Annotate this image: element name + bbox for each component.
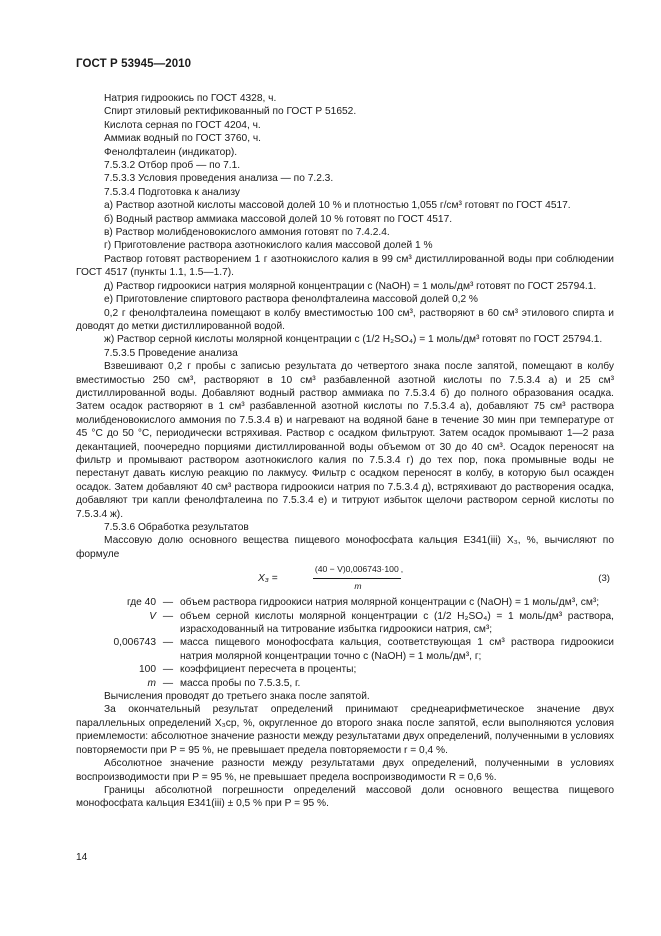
- conclusion-paragraph: Вычисления проводят до третьего знака после запятой.: [104, 691, 370, 703]
- legend-text: масса пробы по 7.5.3.5, г.: [180, 677, 301, 689]
- formula-numerator: (40 − V)0,006743·100: [313, 563, 401, 578]
- legend-key: где 40: [126, 597, 156, 609]
- prep-item-zh: ж) Раствор серной кислоты молярной концентрации c (1/2 H₂SO₄) = 1 моль/дм³ готовят по ГОСТ 25794.1.: [104, 334, 603, 346]
- reagent-line: Спирт этиловый ректификованный по ГОСТ Р 51652.: [104, 106, 357, 118]
- document-header: ГОСТ Р 53945—2010: [76, 58, 192, 70]
- legend-dash: —: [162, 664, 174, 676]
- legend-dash: —: [162, 637, 174, 649]
- formula-3: [76, 563, 614, 593]
- formula-tail: ,: [400, 564, 404, 575]
- legend-key: 100: [139, 664, 156, 676]
- legend-text: масса пищевого монофосфата кальция, соответствующая 1 см³ раствора гидроокиси натрия молярной концентрации точно c (NaOH) = 1 моль/дм³, г;: [180, 637, 614, 662]
- prep-item-e: е) Приготовление спиртового раствора фенолфталеина массовой долей 0,2 %: [104, 294, 478, 306]
- legend-text: объем раствора гидроокиси натрия молярной концентрации c (NaOH) = 1 моль/дм³, см³;: [180, 597, 600, 609]
- conclusion-paragraph: За окончательный результат определений принимают среднеарифметическое значение двух параллельных определений X₃ср, %, округленное до второго знака после запятой, если выполняются условия приемлемости: абсолютное значение разности между результатами двух определений, полученными в условиях повторяемости при P = 95 %, не превышает предела повторяемости r = 0,4 %.: [76, 704, 614, 756]
- page-number: 14: [76, 852, 88, 863]
- procedure-paragraph: Взвешивают 0,2 г пробы с записью результата до четвертого знака после запятой, помещают в колбу вместимостью 250 см³, растворяют в 10 см³ разбавленной азотной кислоты по 7.5.3.4 а) и 25 см³ дистиллированной воды. Добавляют водный раствор аммиака по 7.5.3.4 б) до полного образования осадка. Затем осадок растворяют в 1 см³ разбавленной азотной кислоты по 7.5.3.4 а), добавляют 75 см³ раствора молибденовокислого аммония по 7.5.3.4 в) и нагревают на водяной бане в течение 30 мин при температуре от 45 °С до 50 °С, периодически встряхивая. Раствор с осадком фильтруют. Затем осадок промывают 1—2 раза декантацией, поочередно порциями дистиллированной воды объемом от 30 до 40 см³. Осадок переносят на фильтр и промывают раствором азотнокислого калия по 7.5.3.4 г) до тех пор, пока промывные воды не перестанут давать кислую реакцию по лакмусу. Фильтр с осадком переносят в колбу, в которую был осажден осадок. Затем добавляют 40 см³ раствора гидроокиси натрия по 7.5.3.4 д), встряхивают до растворения осадка, добавляют три капли фенолфталеина по 7.5.3.4 е) и титруют избыток щелочи раствором серной кислоты по 7.5.3.4 ж).: [76, 361, 614, 520]
- prep-item-b: б) Водный раствор аммиака массовой долей 10 % готовят по ГОСТ 4517.: [104, 213, 453, 225]
- legend-dash: —: [162, 610, 174, 622]
- reagent-line: Натрия гидроокись по ГОСТ 4328, ч.: [104, 93, 277, 104]
- legend-row: [76, 663, 614, 676]
- prep-item-g: г) Приготовление раствора азотнокислого калия массовой долей 1 %: [104, 240, 433, 252]
- prep-item-a: а) Раствор азотной кислоты массовой долей 10 % и плотностью 1,055 г/см³ готовят по ГОСТ 4517.: [104, 200, 571, 212]
- reagent-line: Фенолфталеин (индикатор).: [104, 146, 238, 158]
- formula-lhs: X₃ =: [258, 573, 278, 585]
- legend-dash: —: [162, 677, 174, 689]
- section-7-5-3-4: 7.5.3.4 Подготовка к анализу: [104, 186, 240, 198]
- conclusion-paragraph: Границы абсолютной погрешности определений массовой доли основного вещества пищевого монофосфата кальция Е341(iii) ± 0,5 % при P = 95 %.: [76, 784, 614, 810]
- section-7-5-3-6: 7.5.3.6 Обработка результатов: [104, 522, 249, 533]
- legend-row: [76, 636, 614, 663]
- legend-row: [76, 610, 614, 637]
- reagent-line: Аммиак водный по ГОСТ 3760, ч.: [104, 133, 262, 145]
- legend-key: m: [147, 677, 156, 689]
- reagent-line: Кислота серная по ГОСТ 4204, ч.: [104, 119, 261, 131]
- formula-denominator: m: [354, 580, 362, 591]
- conclusion-paragraph: Абсолютное значение разности между результатами двух определений, полученными в условиях воспроизводимости при P = 95 %, не превышает предела воспроизводимости R = 0,6 %.: [76, 758, 614, 783]
- prep-item-g-text: Раствор готовят растворением 1 г азотнокислого калия в 99 см³ дистиллированной воды при соблюдении ГОСТ 4517 (пункты 1.1, 1.5—1.7).: [76, 253, 614, 279]
- section-7-5-3-2: 7.5.3.2 Отбор проб — по 7.1.: [104, 160, 241, 172]
- legend-text: объем серной кислоты молярной концентрации c (1/2 H₂SO₄) = 1 моль/дм³ раствора, израсходованный на титрование избытка гидроокиси натрия, см³;: [180, 610, 614, 636]
- legend-row: [76, 596, 614, 609]
- document-body: [76, 92, 614, 811]
- prep-item-v: в) Раствор молибденовокислого аммония готовят по 7.4.2.4.: [104, 227, 390, 239]
- legend-text: коэффициент пересчета в проценты;: [180, 664, 357, 676]
- section-7-5-3-5: 7.5.3.5 Проведение анализа: [104, 347, 238, 359]
- legend-key: 0,006743: [113, 637, 156, 649]
- formula-intro: Массовую долю основного вещества пищевого монофосфата кальция Е341(iii) X₃, %, вычисляют по формуле: [76, 535, 614, 560]
- section-7-5-3-3: 7.5.3.3 Условия проведения анализа — по 7.2.3.: [104, 173, 334, 185]
- formula-fraction: [286, 563, 430, 593]
- legend-key: V: [149, 610, 156, 622]
- prep-item-e-text: 0,2 г фенолфталеина помещают в колбу вместимостью 100 см³, растворяют в 60 см³ этилового спирта и доводят до метки дистиллированной водой.: [76, 307, 614, 332]
- prep-item-d: д) Раствор гидроокиси натрия молярной концентрации c (NaOH) = 1 моль/дм³ готовят по ГОСТ 25794.1.: [104, 280, 597, 292]
- formula-number: (3): [598, 573, 610, 585]
- legend-row: [76, 677, 614, 690]
- legend-dash: —: [162, 597, 174, 609]
